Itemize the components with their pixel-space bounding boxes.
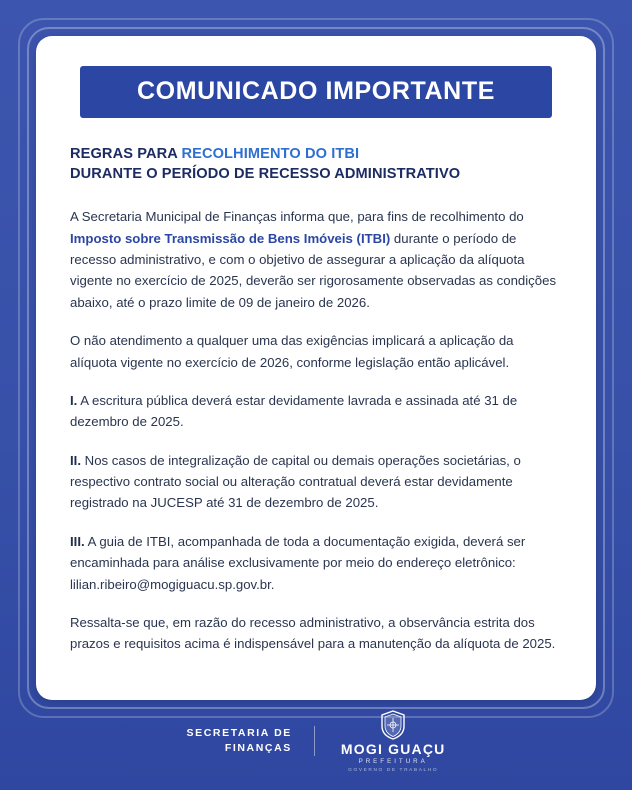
- paragraph-closing: Ressalta-se que, em razão do recesso administrativo, a observância estrita dos prazos e requisitos acima é indispensável para a manutenção da alíquota de 2025.: [70, 614, 556, 652]
- paragraph-1: [70, 206, 562, 313]
- banner-title: COMUNICADO IMPORTANTE: [80, 66, 552, 118]
- subtitle-prefix: REGRAS PARA: [70, 146, 182, 162]
- paragraph-2: O não atendimento a qualquer uma das exigências implicará a aplicação da alíquota vigente no exercício de 2026, conforme legislação então aplicável.: [70, 333, 514, 370]
- subtitle-highlight: RECOLHIMENTO DO ITBI: [181, 146, 360, 162]
- item-1-text: A escritura pública deverá estar devidamente lavrada e assinada até 31 de dezembro de 2025.: [70, 392, 518, 430]
- footer-brand-tagline: GOVERNO DE TRABALHO: [348, 767, 439, 773]
- item-2-text: Nos casos de integralização de capital ou demais operações societárias, o respectivo contrato social ou alteração contratual deverá estar devidamente registrado na JUCESP até 31 de dezembro de 2025.: [70, 452, 521, 511]
- footer-brand: [341, 710, 446, 773]
- footer-department-line-2: FINANÇAS: [224, 742, 292, 754]
- subtitle-line-1: [70, 144, 562, 164]
- footer-brand-name: MOGI GUAÇU: [340, 740, 446, 757]
- item-2-marker: II.: [70, 452, 81, 468]
- item-3-marker: III.: [70, 533, 85, 549]
- item-1-marker: I.: [70, 392, 78, 408]
- item-3-text: A guia de ITBI, acompanhada de toda a documentação exigida, deverá ser encaminhada para análise exclusivamente por meio do endereço eletrônico: lilian.ribeiro@mogiguacu.sp.gov.br.: [70, 533, 526, 592]
- paragraph-item-1: [70, 390, 562, 433]
- footer-department: [187, 726, 315, 756]
- subtitle: [70, 144, 562, 184]
- coat-of-arms-icon: [380, 710, 406, 740]
- paragraph-1-part-b: durante o período de recesso administrativo, e com o objetivo de assegurar a aplicação da alíquota vigente no exercício de 2025, deverão ser rigorosamente observadas as condições abaixo, até o prazo limite de 09 de janeiro de 2026.: [70, 230, 557, 310]
- footer: [0, 710, 632, 772]
- footer-brand-subtitle: PREFEITURA: [358, 757, 428, 765]
- subtitle-line-2: DURANTE O PERÍODO DE RECESSO ADMINISTRATIVO: [70, 166, 461, 183]
- footer-department-line-1: SECRETARIA DE: [186, 726, 292, 739]
- paragraph-1-part-a: A Secretaria Municipal de Finanças informa que, para fins de recolhimento do: [70, 209, 524, 225]
- announcement-card: [36, 36, 596, 700]
- body-text: [70, 206, 562, 654]
- paragraph-1-emphasis: Imposto sobre Transmissão de Bens Imóveis (ITBI): [70, 230, 391, 246]
- paragraph-item-3: [70, 531, 562, 595]
- paragraph-item-2: [70, 450, 562, 514]
